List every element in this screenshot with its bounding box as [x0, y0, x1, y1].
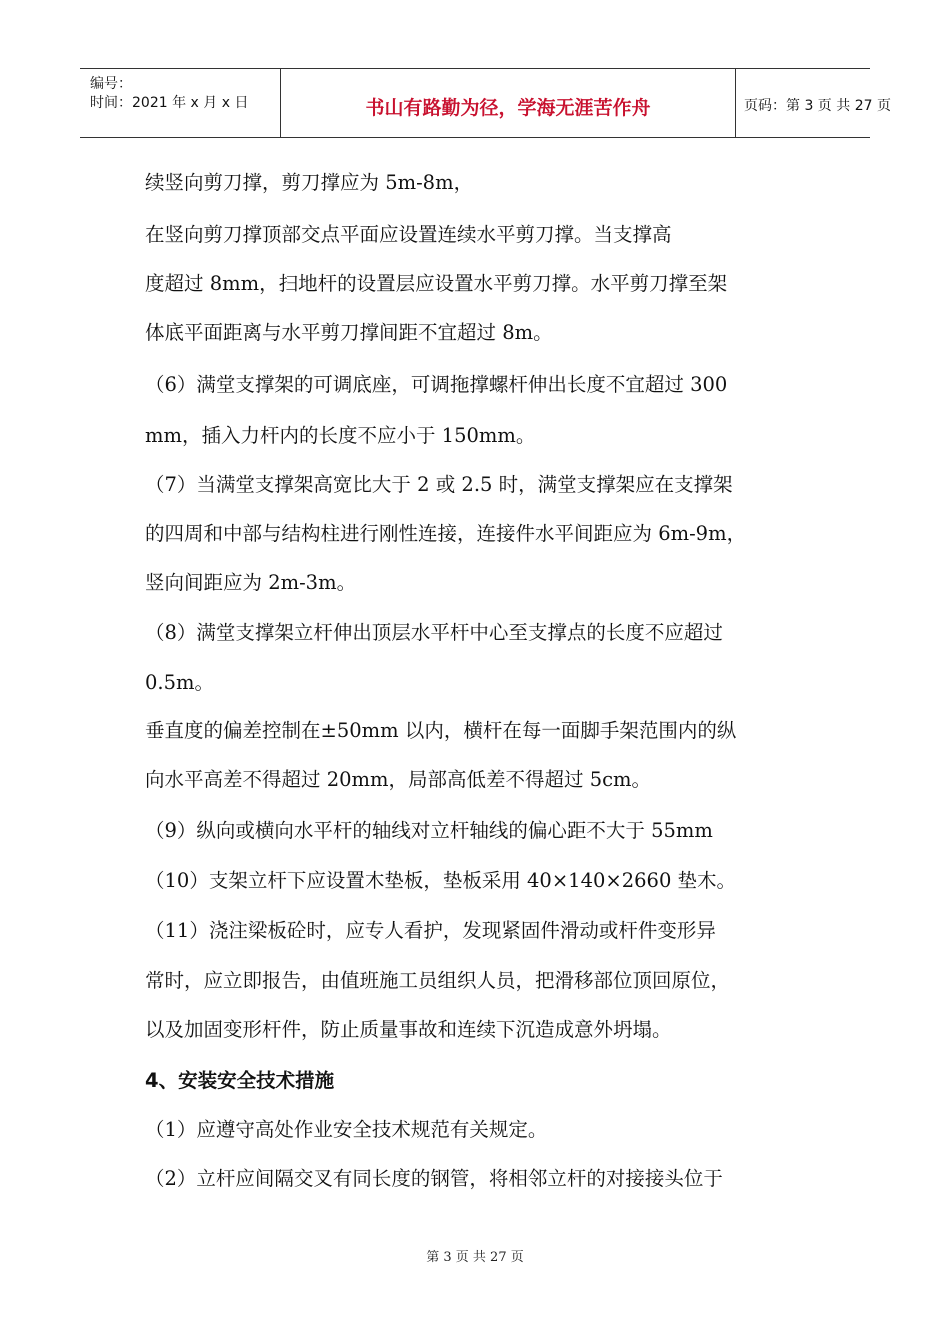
header-left-cell: [80, 69, 280, 137]
body-line: （11）浇注梁板砼时，应专人看护，发现紧固件滑动或杆件变形异: [145, 919, 716, 942]
page-header: [80, 68, 891, 138]
page-footer: 第 3 页 共 27 页: [426, 1250, 524, 1265]
body-line: （10）支架立杆下应设置木垫板，垫板采用 40×140×2660 垫木。: [145, 869, 737, 892]
body-line: 常时，应立即报告，由值班施工员组织人员，把滑移部位顶回原位，: [145, 969, 731, 992]
header-motto: 书山有路勤为径，学海无涯苦作舟: [365, 97, 651, 119]
section-heading: 4、安装安全技术措施: [145, 1069, 335, 1092]
body-line: （6）满堂支撑架的可调底座，可调拖撑螺杆伸出长度不宜超过 300: [145, 373, 728, 396]
body-line: 0.5m。: [145, 671, 215, 694]
document-number-label: 编号：: [90, 76, 132, 92]
body-line: 的四周和中部与结构柱进行刚性连接，连接件水平间距应为 6m-9m，: [145, 522, 747, 545]
section-line: （2）立杆应间隔交叉有同长度的钢管，将相邻立杆的对接接头位于: [145, 1167, 723, 1190]
body-line: mm，插入力杆内的长度不应小于 150mm。: [145, 424, 536, 447]
document-time-label: 时间：2021 年 x 月 x 日: [90, 95, 249, 111]
header-middle-cell: [280, 69, 736, 137]
body-line: 向水平高差不得超过 20mm，局部高低差不得超过 5cm。: [145, 768, 652, 791]
body-line: 续竖向剪刀撑，剪刀撑应为 5m-8m，: [145, 171, 474, 194]
body-line: （7）当满堂支撑架高宽比大于 2 或 2.5 时，满堂支撑架应在支撑架: [145, 473, 733, 496]
body-line: 以及加固变形杆件，防止质量事故和连续下沉造成意外坍塌。: [145, 1018, 672, 1041]
header-page-info: 页码：第 3 页 共 27 页: [744, 98, 891, 114]
body-line: （8）满堂支撑架立杆伸出顶层水平杆中心至支撑点的长度不应超过: [145, 621, 723, 644]
body-line: 竖向间距应为 2m-3m。: [145, 571, 357, 594]
body-line: 在竖向剪刀撑顶部交点平面应设置连续水平剪刀撑。当支撑高: [145, 223, 672, 246]
body-line: 体底平面距离与水平剪刀撑间距不宜超过 8m。: [145, 321, 553, 344]
body-line: （9）纵向或横向水平杆的轴线对立杆轴线的偏心距不大于 55mm: [145, 819, 713, 842]
body-line: 度超过 8mm，扫地杆的设置层应设置水平剪刀撑。水平剪刀撑至架: [145, 272, 728, 295]
section-line: （1）应遵守高处作业安全技术规范有关规定。: [145, 1118, 548, 1141]
header-right-cell: [736, 69, 891, 137]
body-line: 垂直度的偏差控制在±50mm 以内，横杆在每一面脚手架范围内的纵: [145, 719, 737, 742]
